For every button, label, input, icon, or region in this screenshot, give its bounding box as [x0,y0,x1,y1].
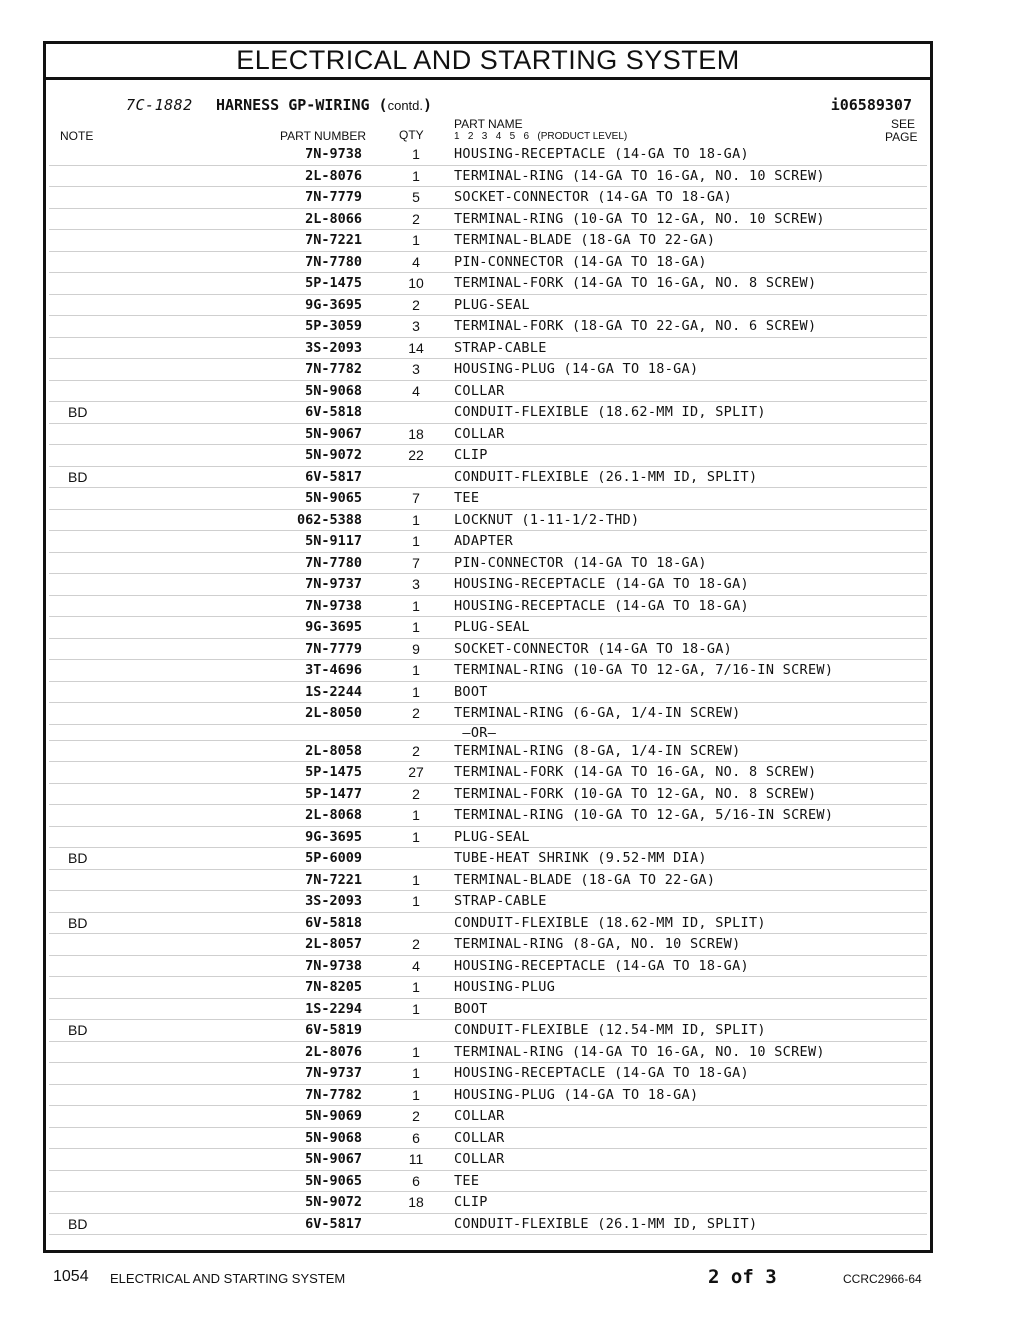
qty-cell: 1 [412,1000,420,1017]
part-name-cell: TERMINAL-RING (14-GA TO 16-GA, NO. 10 SCREW) [454,167,825,184]
qty-cell: 14 [408,339,424,356]
part-number-cell: 5P-1475 [305,275,362,291]
part-name-cell: TERMINAL-BLADE (18-GA TO 22-GA) [454,871,716,888]
part-name-cell: TERMINAL-RING (10-GA TO 12-GA, 7/16-IN SCREW) [454,662,834,678]
qty-cell: 1 [412,167,420,184]
qty-cell: 4 [412,382,420,399]
part-name-cell: TERMINAL-RING (14-GA TO 16-GA, NO. 10 SCREW) [454,1043,825,1060]
part-name-cell: CONDUIT-FLEXIBLE (26.1-MM ID, SPLIT) [454,1215,758,1232]
part-name-cell: CLIP [454,447,488,463]
part-name-cell: —OR— [454,724,497,741]
table-row [49,574,927,596]
part-name-cell: STRAP-CABLE [454,893,547,909]
part-number-cell: 9G-3695 [305,828,362,845]
part-number-cell: 5N-9068 [305,1129,362,1146]
part-name-cell: TERMINAL-RING (8-GA, NO. 10 SCREW) [454,936,741,952]
part-name-cell: CLIP [454,1194,488,1210]
table-row [49,1063,927,1085]
part-number-cell: 9G-3695 [305,296,362,313]
part-name-cell: PLUG-SEAL [454,828,530,845]
qty-cell: 2 [412,210,420,227]
part-number-cell: 7N-7779 [305,640,362,657]
part-number-cell: 5P-1477 [305,785,362,802]
qty-cell: 1 [412,146,420,162]
part-number-cell: 7N-7782 [305,361,362,377]
table-row [49,1042,927,1064]
table-row [49,848,927,870]
part-number-cell: 3T-4696 [305,662,362,678]
table-row [49,956,927,978]
page-title: ELECTRICAL AND STARTING SYSTEM [46,44,930,80]
qty-cell: 1 [412,619,420,635]
part-number-cell: 062-5388 [296,511,362,528]
table-row [49,1149,927,1171]
table-row [49,682,927,704]
table-row [49,510,927,532]
table-row [49,316,927,338]
part-number-cell: 7N-7780 [305,253,362,270]
qty-cell: 4 [412,253,420,270]
table-row [49,1192,927,1214]
table-row [49,1128,927,1150]
part-number-cell: 6V-5817 [305,1215,362,1232]
qty-cell: 9 [412,640,420,657]
part-name-cell: COLLAR [454,1129,505,1146]
table-row [49,295,927,317]
part-name-cell: HOUSING-RECEPTACLE (14-GA TO 18-GA) [454,597,749,614]
qty-cell: 11 [408,1151,424,1167]
group-name-text: HARNESS GP-WIRING ( [216,96,388,114]
qty-cell: 7 [412,490,420,506]
part-name-cell: CONDUIT-FLEXIBLE (26.1-MM ID, SPLIT) [454,468,758,485]
table-row [49,805,927,827]
table-row [49,639,927,661]
part-number-cell: 3S-2093 [305,893,362,909]
table-row [49,553,927,575]
table-row [49,660,927,682]
part-name-cell: COLLAR [454,1151,505,1167]
part-number-cell: 7N-9738 [305,597,362,614]
part-name-cell: TERMINAL-RING (6-GA, 1/4-IN SCREW) [454,705,741,721]
col-product-level-header: 1 2 3 4 5 6 (PRODUCT LEVEL) [454,131,628,142]
part-name-cell: STRAP-CABLE [454,339,547,356]
part-number-cell: 2L-8058 [305,742,362,759]
qty-cell: 3 [412,361,420,377]
table-row [49,144,927,166]
document-code: CCRC2966-64 [843,1272,922,1286]
part-number-cell: 5N-9067 [305,1151,362,1167]
col-page-header: PAGE [885,130,918,144]
part-name-cell: SOCKET-CONNECTOR (14-GA TO 18-GA) [454,640,733,657]
page-footer [0,1266,1020,1290]
part-name-cell: TERMINAL-RING (8-GA, 1/4-IN SCREW) [454,742,741,759]
part-name-cell: COLLAR [454,1108,505,1124]
part-name-cell: ADAPTER [454,533,513,549]
part-name-cell: CONDUIT-FLEXIBLE (12.54-MM ID, SPLIT) [454,1022,766,1038]
part-name-cell: PIN-CONNECTOR (14-GA TO 18-GA) [454,253,707,270]
table-row [49,381,927,403]
table-row [49,467,927,489]
part-name-cell: PLUG-SEAL [454,296,530,313]
part-name-cell: HOUSING-RECEPTACLE (14-GA TO 18-GA) [454,957,749,974]
part-number-cell: 7N-9738 [305,146,362,162]
part-number-cell: 7N-9737 [305,576,362,592]
or-separator-row [49,725,927,741]
part-number-cell: 1S-2294 [305,1000,362,1017]
table-row [49,741,927,763]
qty-cell: 1 [412,1065,420,1081]
qty-cell: 10 [408,275,424,291]
illustration-id: i06589307 [830,96,912,114]
page-of: 2 of 3 [708,1266,777,1288]
qty-cell: 1 [412,683,420,700]
table-row [49,870,927,892]
table-row [49,424,927,446]
part-name-cell: PIN-CONNECTOR (14-GA TO 18-GA) [454,554,707,571]
part-number-cell: 5P-1475 [305,764,362,780]
table-row [49,230,927,252]
part-number-cell: 7N-7779 [305,189,362,205]
part-name-cell: COLLAR [454,425,505,442]
part-number-cell: 2L-8076 [305,167,362,184]
qty-cell: 1 [412,1086,420,1103]
part-name-cell: CONDUIT-FLEXIBLE (18.62-MM ID, SPLIT) [454,914,766,931]
qty-cell: 1 [412,662,420,678]
table-row [49,445,927,467]
group-id: 7C-1882 [126,96,193,114]
table-row [49,784,927,806]
qty-cell: 6 [412,1172,420,1189]
table-row [49,531,927,553]
qty-cell: 1 [412,871,420,888]
qty-cell: 5 [412,189,420,205]
table-row [49,1214,927,1236]
part-name-cell: LOCKNUT (1-11-1/2-THD) [454,511,640,528]
part-name-cell: TEE [454,1172,480,1189]
note-cell: BD [68,468,88,485]
part-number-cell: 5N-9072 [305,447,362,463]
part-number-cell: 6V-5819 [305,1022,362,1038]
part-name-cell: BOOT [454,683,488,700]
page-number: 1054 [53,1268,89,1285]
part-name-cell: TERMINAL-FORK (10-GA TO 12-GA, NO. 8 SCREW) [454,785,817,802]
part-number-cell: 7N-9737 [305,1065,362,1081]
table-row [49,934,927,956]
table-row [49,891,927,913]
part-number-cell: 5N-9067 [305,425,362,442]
part-name-cell: TERMINAL-FORK (18-GA TO 22-GA, NO. 6 SCREW) [454,318,817,334]
part-number-cell: 9G-3695 [305,619,362,635]
qty-cell: 1 [412,1043,420,1060]
part-number-cell: 1S-2244 [305,683,362,700]
table-row [49,338,927,360]
qty-cell: 22 [408,447,424,463]
qty-cell: 18 [408,425,424,442]
note-cell: BD [68,850,88,866]
part-name-cell: TUBE-HEAT SHRINK (9.52-MM DIA) [454,850,707,866]
parts-table [49,144,927,1235]
qty-cell: 1 [412,597,420,614]
qty-cell: 2 [412,742,420,759]
parts-list-frame [43,41,933,1253]
table-row [49,359,927,381]
note-cell: BD [68,914,88,931]
col-note-header: NOTE [60,129,94,143]
qty-cell: 1 [412,807,420,823]
part-name-cell: TERMINAL-FORK (14-GA TO 16-GA, NO. 8 SCREW) [454,275,817,291]
qty-cell: 1 [412,232,420,248]
part-name-cell: PLUG-SEAL [454,619,530,635]
part-name-cell: COLLAR [454,382,505,399]
table-row [49,273,927,295]
part-name-cell: CONDUIT-FLEXIBLE (18.62-MM ID, SPLIT) [454,404,766,420]
table-row [49,1171,927,1193]
part-name-cell: TERMINAL-FORK (14-GA TO 16-GA, NO. 8 SCREW) [454,764,817,780]
part-number-cell: 7N-9738 [305,957,362,974]
part-number-cell: 7N-7221 [305,232,362,248]
part-number-cell: 5N-9065 [305,490,362,506]
part-number-cell: 2L-8076 [305,1043,362,1060]
qty-cell: 2 [412,296,420,313]
part-name-cell: HOUSING-PLUG [454,979,556,995]
note-cell: BD [68,1022,88,1038]
part-number-cell: 6V-5818 [305,914,362,931]
qty-cell: 1 [412,893,420,909]
table-row [49,1085,927,1107]
qty-cell: 2 [412,936,420,952]
part-number-cell: 7N-8205 [305,979,362,995]
group-name [216,96,432,114]
table-row [49,703,927,725]
part-number-cell: 2L-8066 [305,210,362,227]
table-row [49,1106,927,1128]
part-number-cell: 5P-3059 [305,318,362,334]
table-row [49,762,927,784]
table-row [49,488,927,510]
part-name-cell: TERMINAL-RING (10-GA TO 12-GA, 5/16-IN SCREW) [454,807,834,823]
col-see-header: SEE [891,117,916,131]
group-contd: contd. [387,98,424,113]
table-row [49,252,927,274]
group-name-close: ) [423,96,433,114]
footer-section: ELECTRICAL AND STARTING SYSTEM [110,1271,346,1286]
qty-cell: 18 [408,1194,424,1210]
qty-cell: 2 [412,1108,420,1124]
part-number-cell: 5N-9072 [305,1194,362,1210]
part-name-cell: HOUSING-RECEPTACLE (14-GA TO 18-GA) [454,1065,749,1081]
part-name-cell: TEE [454,490,480,506]
part-name-cell: TERMINAL-RING (10-GA TO 12-GA, NO. 10 SCREW) [454,210,825,227]
qty-cell: 1 [412,828,420,845]
part-name-cell: HOUSING-PLUG (14-GA TO 18-GA) [454,361,699,377]
part-name-cell: HOUSING-RECEPTACLE (14-GA TO 18-GA) [454,146,749,162]
col-part-number-header: PART NUMBER [280,129,367,143]
table-row [49,209,927,231]
part-number-cell: 3S-2093 [305,339,362,356]
part-name-cell: HOUSING-RECEPTACLE (14-GA TO 18-GA) [454,576,749,592]
part-number-cell: 7N-7782 [305,1086,362,1103]
table-row [49,402,927,424]
part-number-cell: 5N-9069 [305,1108,362,1124]
col-part-name-header: PART NAME [454,117,523,131]
table-row [49,617,927,639]
qty-cell: 1 [412,979,420,995]
qty-cell: 2 [412,705,420,721]
qty-cell: 2 [412,785,420,802]
table-row [49,827,927,849]
part-number-cell: 5P-6009 [305,850,362,866]
part-number-cell: 6V-5818 [305,404,362,420]
part-name-cell: HOUSING-PLUG (14-GA TO 18-GA) [454,1086,699,1103]
table-row [49,977,927,999]
table-row [49,187,927,209]
part-number-cell: 2L-8057 [305,936,362,952]
part-number-cell: 7N-7780 [305,554,362,571]
table-row [49,166,927,188]
qty-cell: 4 [412,957,420,974]
qty-cell: 1 [412,511,420,528]
part-number-cell: 7N-7221 [305,871,362,888]
col-qty-header: QTY [399,128,424,142]
part-number-cell: 2L-8068 [305,807,362,823]
part-number-cell: 2L-8050 [305,705,362,721]
note-cell: BD [68,404,88,420]
table-row [49,999,927,1021]
qty-cell: 3 [412,576,420,592]
qty-cell: 27 [408,764,424,780]
note-cell: BD [68,1215,88,1232]
part-number-cell: 6V-5817 [305,468,362,485]
qty-cell: 7 [412,554,420,571]
part-number-cell: 5N-9068 [305,382,362,399]
part-name-cell: TERMINAL-BLADE (18-GA TO 22-GA) [454,232,716,248]
part-name-cell: BOOT [454,1000,488,1017]
qty-cell: 1 [412,533,420,549]
part-name-cell: SOCKET-CONNECTOR (14-GA TO 18-GA) [454,189,733,205]
part-number-cell: 5N-9117 [305,533,362,549]
table-row [49,596,927,618]
table-row [49,1020,927,1042]
qty-cell: 3 [412,318,420,334]
table-row [49,913,927,935]
part-number-cell: 5N-9065 [305,1172,362,1189]
qty-cell: 6 [412,1129,420,1146]
